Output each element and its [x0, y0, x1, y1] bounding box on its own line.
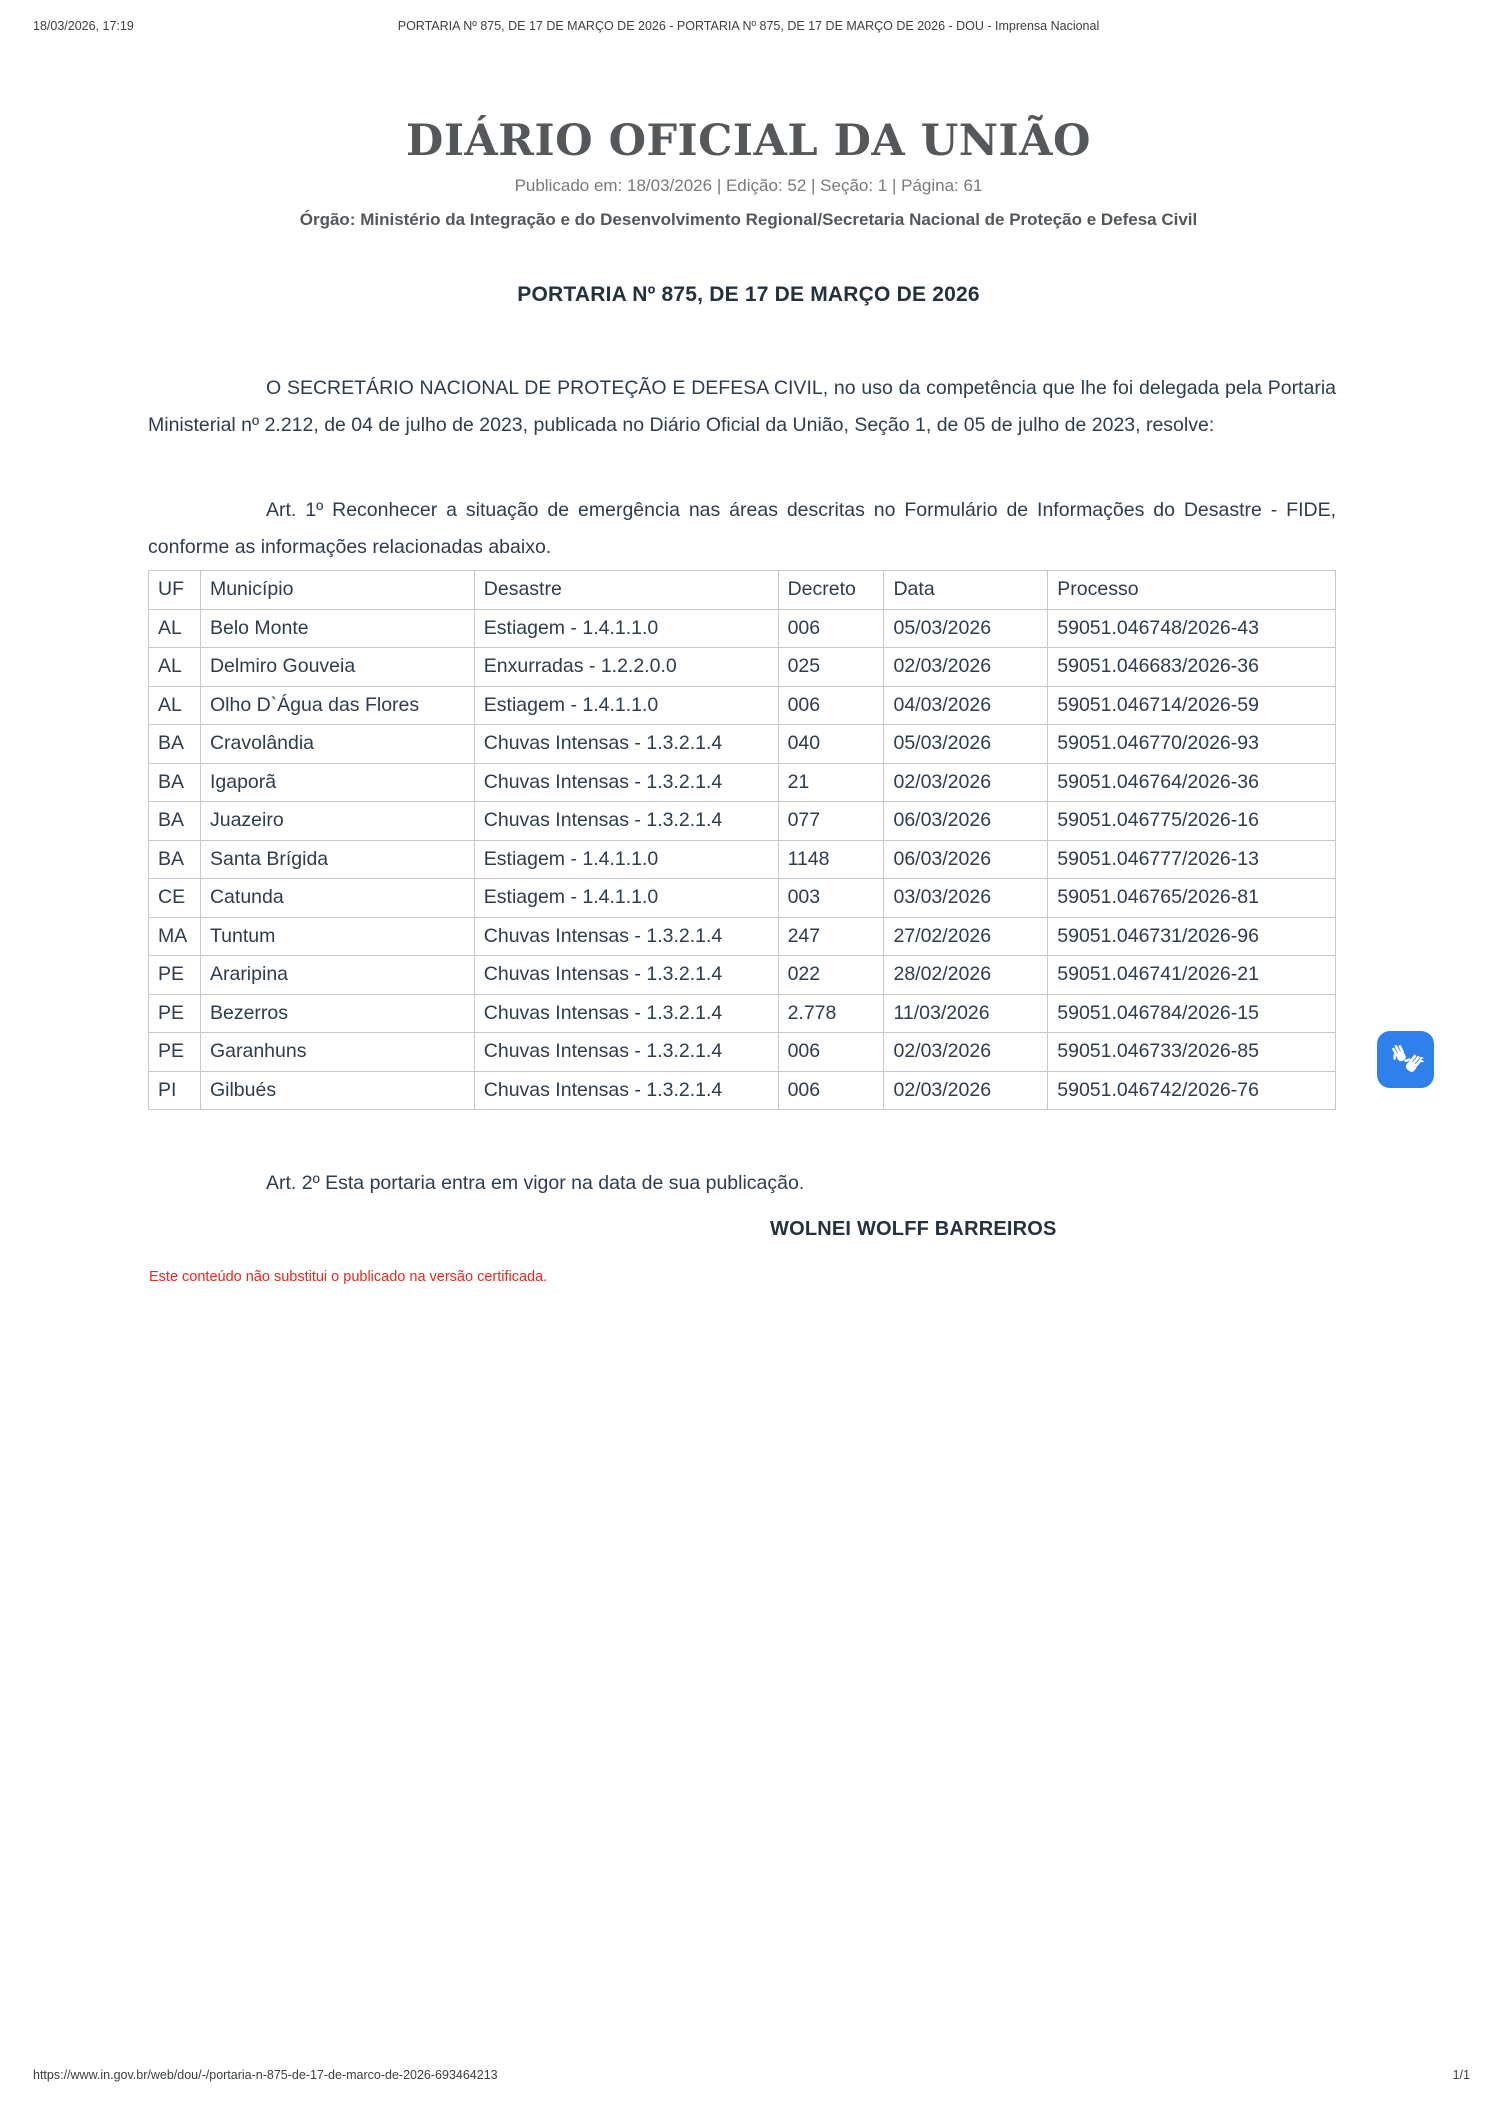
table-row [149, 725, 1336, 764]
print-header-datetime: 18/03/2026, 17:19 [33, 19, 134, 33]
disaster-table [148, 570, 1336, 1110]
table-cell: 27/02/2026 [884, 917, 1048, 956]
table-row [149, 686, 1336, 725]
table-header-row [149, 571, 1336, 610]
table-cell: 59051.046770/2026-93 [1048, 725, 1336, 764]
table-cell: MA [149, 917, 201, 956]
table-cell: 006 [778, 609, 884, 648]
table-cell: 06/03/2026 [884, 802, 1048, 841]
portaria-heading: PORTARIA Nº 875, DE 17 DE MARÇO DE 2026 [517, 283, 980, 306]
table-cell: PE [149, 994, 201, 1033]
table-cell: 04/03/2026 [884, 686, 1048, 725]
table-cell: Estiagem - 1.4.1.1.0 [474, 879, 778, 918]
table-row [149, 917, 1336, 956]
publication-line: Publicado em: 18/03/2026 | Edição: 52 | Seção: 1 | Página: 61 [514, 176, 983, 195]
table-cell: AL [149, 648, 201, 687]
table-cell: 28/02/2026 [884, 956, 1048, 995]
table-cell: 03/03/2026 [884, 879, 1048, 918]
table-cell: Estiagem - 1.4.1.1.0 [474, 686, 778, 725]
print-header-title: PORTARIA Nº 875, DE 17 DE MARÇO DE 2026 - PORTARIA Nº 875, DE 17 DE MARÇO DE 2026 - DOU - Imprensa Nacional [397, 19, 1100, 33]
table-cell: 040 [778, 725, 884, 764]
table-cell: 59051.046765/2026-81 [1048, 879, 1336, 918]
disaster-table-body [149, 609, 1336, 1110]
table-cell: Gilbués [200, 1071, 474, 1110]
table-cell: Chuvas Intensas - 1.3.2.1.4 [474, 802, 778, 841]
table-cell: 247 [778, 917, 884, 956]
table-cell: Chuvas Intensas - 1.3.2.1.4 [474, 917, 778, 956]
table-cell: 003 [778, 879, 884, 918]
table-row [149, 879, 1336, 918]
article-preamble: O SECRETÁRIO NACIONAL DE PROTEÇÃO E DEFESA CIVIL, no uso da competência que lhe foi delegada pela Portaria Ministerial nº 2.212, de 04 de julho de 2023, publicada no Diário Oficial da União, Seção 1, de 05 de julho de 2023, resolve: [148, 376, 1336, 436]
footer-url: https://www.in.gov.br/web/dou/-/portaria-n-875-de-17-de-marco-de-2026-693464213 [33, 2068, 498, 2082]
table-cell: PI [149, 1071, 201, 1110]
table-cell: 59051.046748/2026-43 [1048, 609, 1336, 648]
table-cell: Juazeiro [200, 802, 474, 841]
table-row [149, 994, 1336, 1033]
table-cell: 59051.046683/2026-36 [1048, 648, 1336, 687]
table-cell: AL [149, 609, 201, 648]
article-1: Art. 1º Reconhecer a situação de emergência nas áreas descritas no Formulário de Informações do Desastre - FIDE, conforme as informações relacionadas abaixo. [148, 498, 1336, 558]
table-cell: BA [149, 802, 201, 841]
table-header-cell: Decreto [778, 571, 884, 610]
table-row [149, 1071, 1336, 1110]
table-cell: CE [149, 879, 201, 918]
table-cell: 006 [778, 1033, 884, 1072]
table-cell: 59051.046731/2026-96 [1048, 917, 1336, 956]
libras-hands-icon [1386, 1040, 1426, 1080]
table-row [149, 609, 1336, 648]
table-cell: Estiagem - 1.4.1.1.0 [474, 840, 778, 879]
table-cell: 59051.046777/2026-13 [1048, 840, 1336, 879]
table-cell: Chuvas Intensas - 1.3.2.1.4 [474, 956, 778, 995]
table-cell: Chuvas Intensas - 1.3.2.1.4 [474, 725, 778, 764]
table-row [149, 802, 1336, 841]
table-cell: 11/03/2026 [884, 994, 1048, 1033]
article-2: Art. 2º Esta portaria entra em vigor na data de sua publicação. [266, 1171, 805, 1194]
table-row [149, 763, 1336, 802]
table-cell: Chuvas Intensas - 1.3.2.1.4 [474, 763, 778, 802]
table-cell: 022 [778, 956, 884, 995]
table-cell: 02/03/2026 [884, 648, 1048, 687]
table-cell: 06/03/2026 [884, 840, 1048, 879]
table-cell: 59051.046733/2026-85 [1048, 1033, 1336, 1072]
table-header-cell: Processo [1048, 571, 1336, 610]
table-cell: 59051.046784/2026-15 [1048, 994, 1336, 1033]
table-cell: 21 [778, 763, 884, 802]
table-cell: Delmiro Gouveia [200, 648, 474, 687]
table-cell: Olho D`Água das Flores [200, 686, 474, 725]
table-cell: Santa Brígida [200, 840, 474, 879]
table-cell: Araripina [200, 956, 474, 995]
table-cell: BA [149, 840, 201, 879]
table-cell: 025 [778, 648, 884, 687]
table-cell: Garanhuns [200, 1033, 474, 1072]
table-cell: 02/03/2026 [884, 1071, 1048, 1110]
table-cell: Catunda [200, 879, 474, 918]
page-indicator: 1/1 [1452, 2068, 1470, 2082]
table-cell: 02/03/2026 [884, 1033, 1048, 1072]
table-cell: Chuvas Intensas - 1.3.2.1.4 [474, 1071, 778, 1110]
table-cell: AL [149, 686, 201, 725]
table-cell: Chuvas Intensas - 1.3.2.1.4 [474, 1033, 778, 1072]
table-header-cell: Desastre [474, 571, 778, 610]
table-cell: 05/03/2026 [884, 725, 1048, 764]
table-cell: Enxurradas - 1.2.2.0.0 [474, 648, 778, 687]
certification-disclaimer: Este conteúdo não substitui o publicado na versão certificada. [149, 1269, 548, 1285]
table-header-cell: Data [884, 571, 1048, 610]
table-row [149, 956, 1336, 995]
table-cell: 59051.046764/2026-36 [1048, 763, 1336, 802]
table-cell: Estiagem - 1.4.1.1.0 [474, 609, 778, 648]
table-cell: BA [149, 763, 201, 802]
table-cell: Igaporã [200, 763, 474, 802]
table-cell: 1148 [778, 840, 884, 879]
table-cell: 2.778 [778, 994, 884, 1033]
table-cell: Tuntum [200, 917, 474, 956]
table-cell: Belo Monte [200, 609, 474, 648]
table-cell: PE [149, 1033, 201, 1072]
table-row [149, 840, 1336, 879]
table-cell: BA [149, 725, 201, 764]
table-header-cell: UF [149, 571, 201, 610]
organ-line: Órgão: Ministério da Integração e do Desenvolvimento Regional/Secretaria Nacional de Proteção e Defesa Civil [299, 210, 1198, 229]
table-cell: 59051.046741/2026-21 [1048, 956, 1336, 995]
table-cell: 006 [778, 686, 884, 725]
signature-name: WOLNEI WOLFF BARREIROS [770, 1218, 1057, 1240]
table-cell: 59051.046742/2026-76 [1048, 1071, 1336, 1110]
table-cell: 59051.046714/2026-59 [1048, 686, 1336, 725]
table-cell: 59051.046775/2026-16 [1048, 802, 1336, 841]
table-cell: 05/03/2026 [884, 609, 1048, 648]
table-cell: Chuvas Intensas - 1.3.2.1.4 [474, 994, 778, 1033]
table-row [149, 648, 1336, 687]
table-header-cell: Município [200, 571, 474, 610]
masthead-title: DIÁRIO OFICIAL DA UNIÃO [406, 116, 1091, 166]
table-cell: 006 [778, 1071, 884, 1110]
table-cell: 02/03/2026 [884, 763, 1048, 802]
table-cell: PE [149, 956, 201, 995]
table-cell: Bezerros [200, 994, 474, 1033]
vlibras-button[interactable] [1377, 1031, 1434, 1088]
table-cell: Cravolândia [200, 725, 474, 764]
table-cell: 077 [778, 802, 884, 841]
table-row [149, 1033, 1336, 1072]
